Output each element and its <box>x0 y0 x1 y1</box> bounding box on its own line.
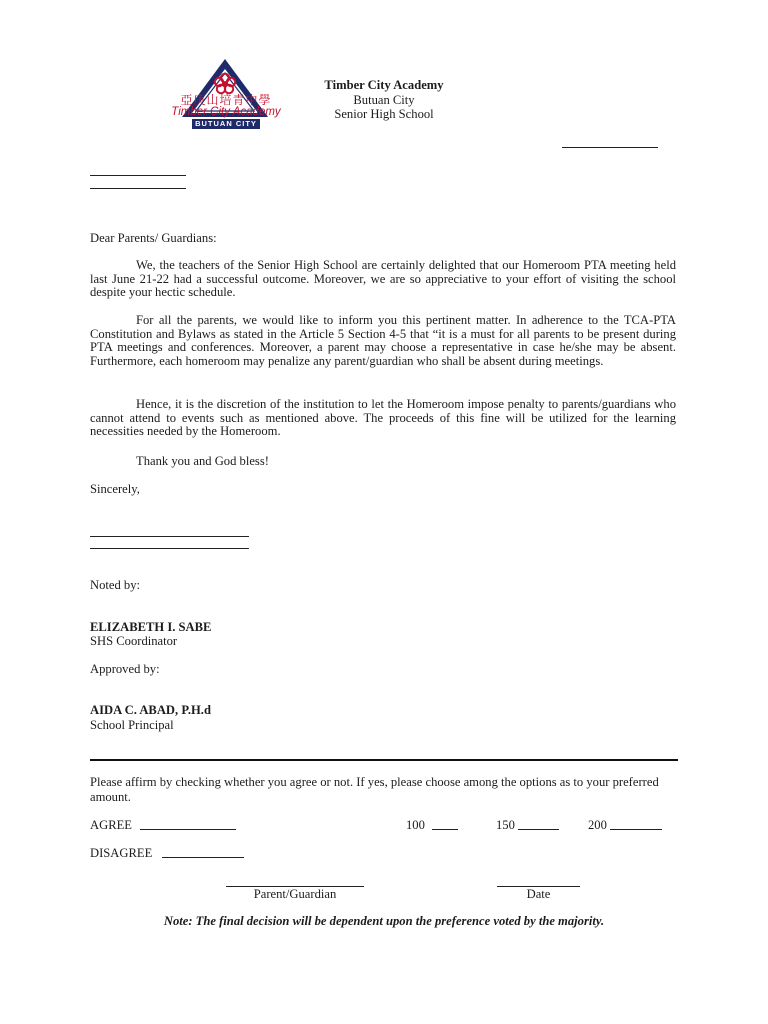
amount-option-200[interactable] <box>588 818 607 833</box>
logo-chinese-name: 亞庚山培青中學 <box>180 93 272 107</box>
agree-label: AGREE <box>90 818 132 832</box>
amount-200-blank[interactable] <box>610 829 662 830</box>
approved-by-label: Approved by: <box>90 662 160 676</box>
agree-option[interactable] <box>90 818 132 833</box>
coordinator-name: ELIZABETH I. SABE <box>90 620 212 634</box>
reply-slip-divider <box>90 759 678 761</box>
paragraph-3: Hence, it is the discretion of the institution to let the Homeroom impose penalty to parents/guardians who cannot attend to events such as mentioned above. The proceeds of this fine will be utilized for the learning necessities needed by the Homeroom. <box>90 397 676 439</box>
disagree-option[interactable] <box>90 846 152 861</box>
noted-by-label: Noted by: <box>90 578 141 592</box>
paragraph-2: For all the parents, we would like to inform you this pertinent matter. In adherence to the TCA-PTA Constitution and Bylaws as stated in the Article 5 Section 4-5 that “it is a must for all parents to be present during PTA meetings and conferences. Moreover, a parent may choose a representative in case he/she may be absent. Furthermore, each homeroom may penalize any parent/guardian who shall be absent during meetings. <box>90 313 676 368</box>
logo-english-name: Timber City Academy <box>171 106 281 118</box>
closing: Sincerely, <box>90 482 140 496</box>
date-label: Date <box>526 887 551 901</box>
disagree-label: DISAGREE <box>90 846 153 860</box>
signature-line-2 <box>90 548 249 549</box>
school-city: Butuan City <box>353 93 415 107</box>
amount-150-label: 150 <box>496 818 515 832</box>
amount-200-label: 200 <box>588 818 607 832</box>
coordinator-title: SHS Coordinator <box>90 634 178 648</box>
school-department: Senior High School <box>334 107 434 121</box>
reply-instruction: Please affirm by checking whether you agree or not. If yes, please choose among the options as to your preferred amount. <box>90 775 659 804</box>
amount-100-label: 100 <box>406 818 425 832</box>
signature-line-1 <box>90 536 249 537</box>
amount-100-blank[interactable] <box>432 829 458 830</box>
paragraph-1: We, the teachers of the Senior High School are certainly delighted that our Homeroom PTA meeting held last June 21-22 had a successful outcome. Moreover, we are so appreciative to your effort of visiting the school despite your hectic schedule. <box>90 258 676 300</box>
logo-band: BUTUAN CITY <box>192 119 260 129</box>
agree-blank[interactable] <box>140 829 236 830</box>
amount-option-150[interactable] <box>496 818 515 833</box>
date-blank <box>562 147 658 148</box>
disagree-blank[interactable] <box>162 857 244 858</box>
final-note: Note: The final decision will be dependent upon the preference voted by the majority. <box>163 914 605 928</box>
addressee-blank-2 <box>90 188 186 189</box>
salutation: Dear Parents/ Guardians: <box>90 231 217 245</box>
parent-guardian-label: Parent/Guardian <box>253 887 337 901</box>
school-name: Timber City Academy <box>324 78 444 92</box>
school-logo <box>160 55 290 133</box>
amount-option-100[interactable] <box>406 818 425 833</box>
amount-150-blank[interactable] <box>518 829 559 830</box>
principal-name: AIDA C. ABAD, P.H.d <box>90 703 211 717</box>
addressee-blank-1 <box>90 175 186 176</box>
principal-title: School Principal <box>90 718 174 732</box>
paragraph-thanks: Thank you and God bless! <box>136 454 269 468</box>
